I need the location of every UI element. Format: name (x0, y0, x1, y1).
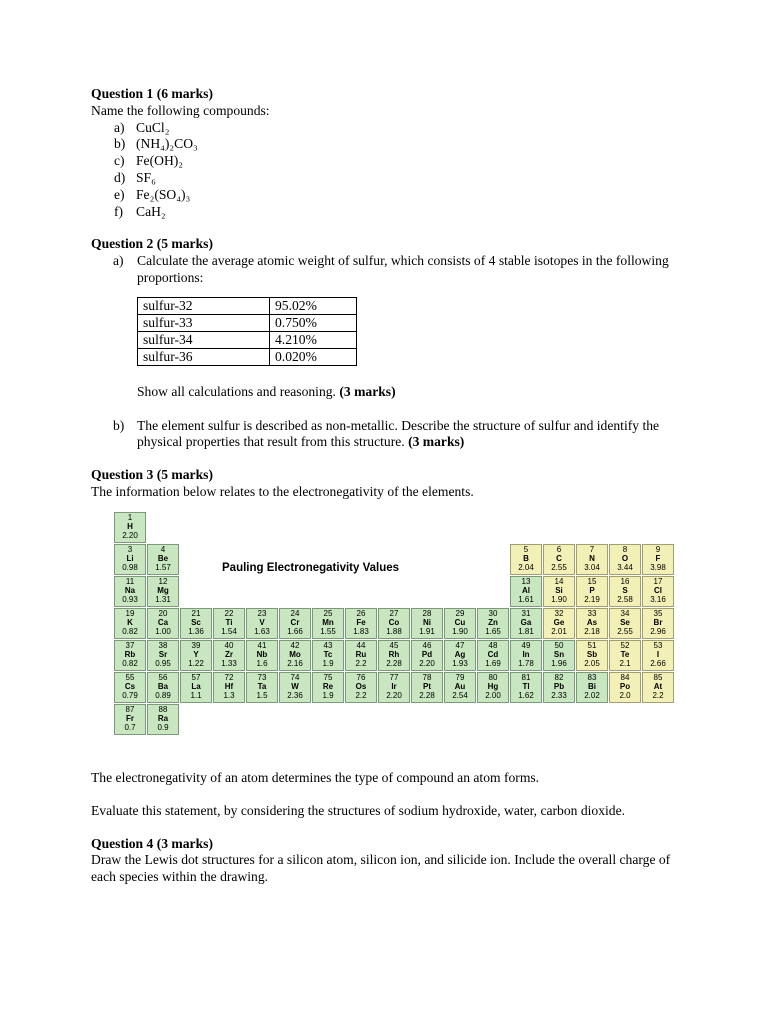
list-item: f) CaH₂ (114, 203, 166, 219)
element-cell-p: 15 P 2.19 (576, 576, 608, 607)
element-cell-la: 57 La 1.1 (180, 672, 212, 703)
element-cell-zn: 30 Zn 1.65 (477, 608, 509, 639)
element-cell-fr: 87 Fr 0.7 (114, 704, 146, 735)
element-cell-in: 49 In 1.78 (510, 640, 542, 671)
q2-title: Question 2 (5 marks) (91, 236, 213, 252)
table-row: sulfur-34 4.210% (138, 331, 357, 348)
list-item: c) Fe(OH)₂ (114, 153, 184, 169)
element-cell-te: 52 Te 2.1 (609, 640, 641, 671)
element-cell-c: 6 C 2.55 (543, 544, 575, 575)
element-cell-pt: 78 Pt 2.28 (411, 672, 443, 703)
q1-title: Question 1 (6 marks) (91, 86, 213, 101)
element-cell-mo: 42 Mo 2.16 (279, 640, 311, 671)
element-cell-br: 35 Br 2.96 (642, 608, 674, 639)
element-cell-h: 1 H 2.20 (114, 512, 146, 543)
element-cell-cr: 24 Cr 1.66 (279, 608, 311, 639)
q4-title: Question 4 (3 marks) (91, 835, 213, 851)
q3-statement: The electronegativity of an atom determines the type of compound an atom forms. (91, 770, 540, 785)
element-cell-sr: 38 Sr 0.95 (147, 640, 179, 671)
list-item: b) (NH₄)₂CO₃ (114, 136, 198, 152)
table-row: sulfur-33 0.750% (138, 314, 357, 331)
element-cell-po: 84 Po 2.0 (609, 672, 641, 703)
element-cell-cs: 55 Cs 0.79 (114, 672, 146, 703)
element-cell-b: 5 B 2.04 (510, 544, 542, 575)
q3-title: Question 3 (5 marks) (91, 467, 213, 483)
isotope-table (137, 297, 357, 366)
element-cell-ca: 20 Ca 1.00 (147, 608, 179, 639)
element-cell-os: 76 Os 2.2 (345, 672, 377, 703)
element-cell-ba: 56 Ba 0.89 (147, 672, 179, 703)
element-cell-ag: 47 Ag 1.93 (444, 640, 476, 671)
list-item: d) SF₆ (114, 169, 156, 185)
element-cell-ni: 28 Ni 1.91 (411, 608, 443, 639)
q3-task: Evaluate this statement, by considering the structures of sodium hydroxide, water, carbon dioxide. (91, 802, 626, 818)
table-row: sulfur-36 0.020% (138, 348, 357, 365)
element-cell-cl: 17 Cl 3.16 (642, 576, 674, 607)
element-cell-ir: 77 Ir 2.20 (378, 672, 410, 703)
element-cell-si: 14 Si 1.90 (543, 576, 575, 607)
element-cell-cd: 48 Cd 1.69 (477, 640, 509, 671)
element-cell-rh: 45 Rh 2.28 (378, 640, 410, 671)
q2-part-a: a) Calculate the average atomic weight of sulfur, which consists of 4 stable isotopes in the following proportions: (113, 253, 669, 285)
element-cell-bi: 83 Bi 2.02 (576, 672, 608, 703)
periodic-table-title: Pauling Electronegativity Values (222, 562, 400, 574)
document-lower (91, 770, 691, 886)
table-row: sulfur-32 95.02% (138, 297, 357, 314)
element-cell-al: 13 Al 1.61 (510, 576, 542, 607)
q2-show-work: Show all calculations and reasoning. (3 marks) (137, 383, 396, 399)
element-cell-be: 4 Be 1.57 (147, 544, 179, 575)
element-cell-sc: 21 Sc 1.36 (180, 608, 212, 639)
element-cell-mg: 12 Mg 1.31 (147, 576, 179, 607)
element-cell-mn: 25 Mn 1.55 (312, 608, 344, 639)
element-cell-rb: 37 Rb 0.82 (114, 640, 146, 671)
element-cell-as: 33 As 2.18 (576, 608, 608, 639)
element-cell-ru: 44 Ru 2.2 (345, 640, 377, 671)
element-cell-i: 53 I 2.66 (642, 640, 674, 671)
element-cell-hf: 72 Hf 1.3 (213, 672, 245, 703)
element-cell-at: 85 At 2.2 (642, 672, 674, 703)
element-cell-pd: 46 Pd 2.20 (411, 640, 443, 671)
q1-prompt: Name the following compounds: (91, 102, 270, 118)
document (91, 86, 691, 501)
element-cell-fe: 26 Fe 1.83 (345, 608, 377, 639)
q4-text: Draw the Lewis dot structures for a silicon atom, silicon ion, and silicide ion. Include the overall charge of each species within the drawing. (91, 852, 671, 885)
q2-part-b: b) The element sulfur is described as non-metallic. Describe the structure of sulfur and identify the physical properties that result from this structure. (3 marks) (113, 417, 660, 450)
element-cell-na: 11 Na 0.93 (114, 576, 146, 607)
element-cell-ta: 73 Ta 1.5 (246, 672, 278, 703)
element-cell-ga: 31 Ga 1.81 (510, 608, 542, 639)
element-cell-co: 27 Co 1.88 (378, 608, 410, 639)
element-cell-au: 79 Au 2.54 (444, 672, 476, 703)
element-cell-nb: 41 Nb 1.6 (246, 640, 278, 671)
element-cell-se: 34 Se 2.55 (609, 608, 641, 639)
element-cell-sn: 50 Sn 1.96 (543, 640, 575, 671)
element-cell-ra: 88 Ra 0.9 (147, 704, 179, 735)
element-cell-tc: 43 Tc 1.9 (312, 640, 344, 671)
element-cell-re: 75 Re 1.9 (312, 672, 344, 703)
element-cell-n: 7 N 3.04 (576, 544, 608, 575)
element-cell-v: 23 V 1.63 (246, 608, 278, 639)
periodic-table (114, 512, 676, 736)
element-cell-pb: 82 Pb 2.33 (543, 672, 575, 703)
element-cell-li: 3 Li 0.98 (114, 544, 146, 575)
element-cell-w: 74 W 2.36 (279, 672, 311, 703)
element-cell-s: 16 S 2.58 (609, 576, 641, 607)
element-cell-f: 9 F 3.98 (642, 544, 674, 575)
element-cell-sb: 51 Sb 2.05 (576, 640, 608, 671)
element-cell-o: 8 O 3.44 (609, 544, 641, 575)
list-item: a) CuCl₂ (114, 119, 170, 135)
element-cell-zr: 40 Zr 1.33 (213, 640, 245, 671)
q1-list (91, 120, 691, 221)
list-item: e) Fe₂(SO₄)₃ (114, 186, 191, 202)
element-cell-ti: 22 Ti 1.54 (213, 608, 245, 639)
element-cell-hg: 80 Hg 2.00 (477, 672, 509, 703)
q3-intro: The information below relates to the electronegativity of the elements. (91, 483, 474, 499)
element-cell-cu: 29 Cu 1.90 (444, 608, 476, 639)
element-cell-y: 39 Y 1.22 (180, 640, 212, 671)
element-cell-tl: 81 Tl 1.62 (510, 672, 542, 703)
element-cell-ge: 32 Ge 2.01 (543, 608, 575, 639)
element-cell-k: 19 K 0.82 (114, 608, 146, 639)
